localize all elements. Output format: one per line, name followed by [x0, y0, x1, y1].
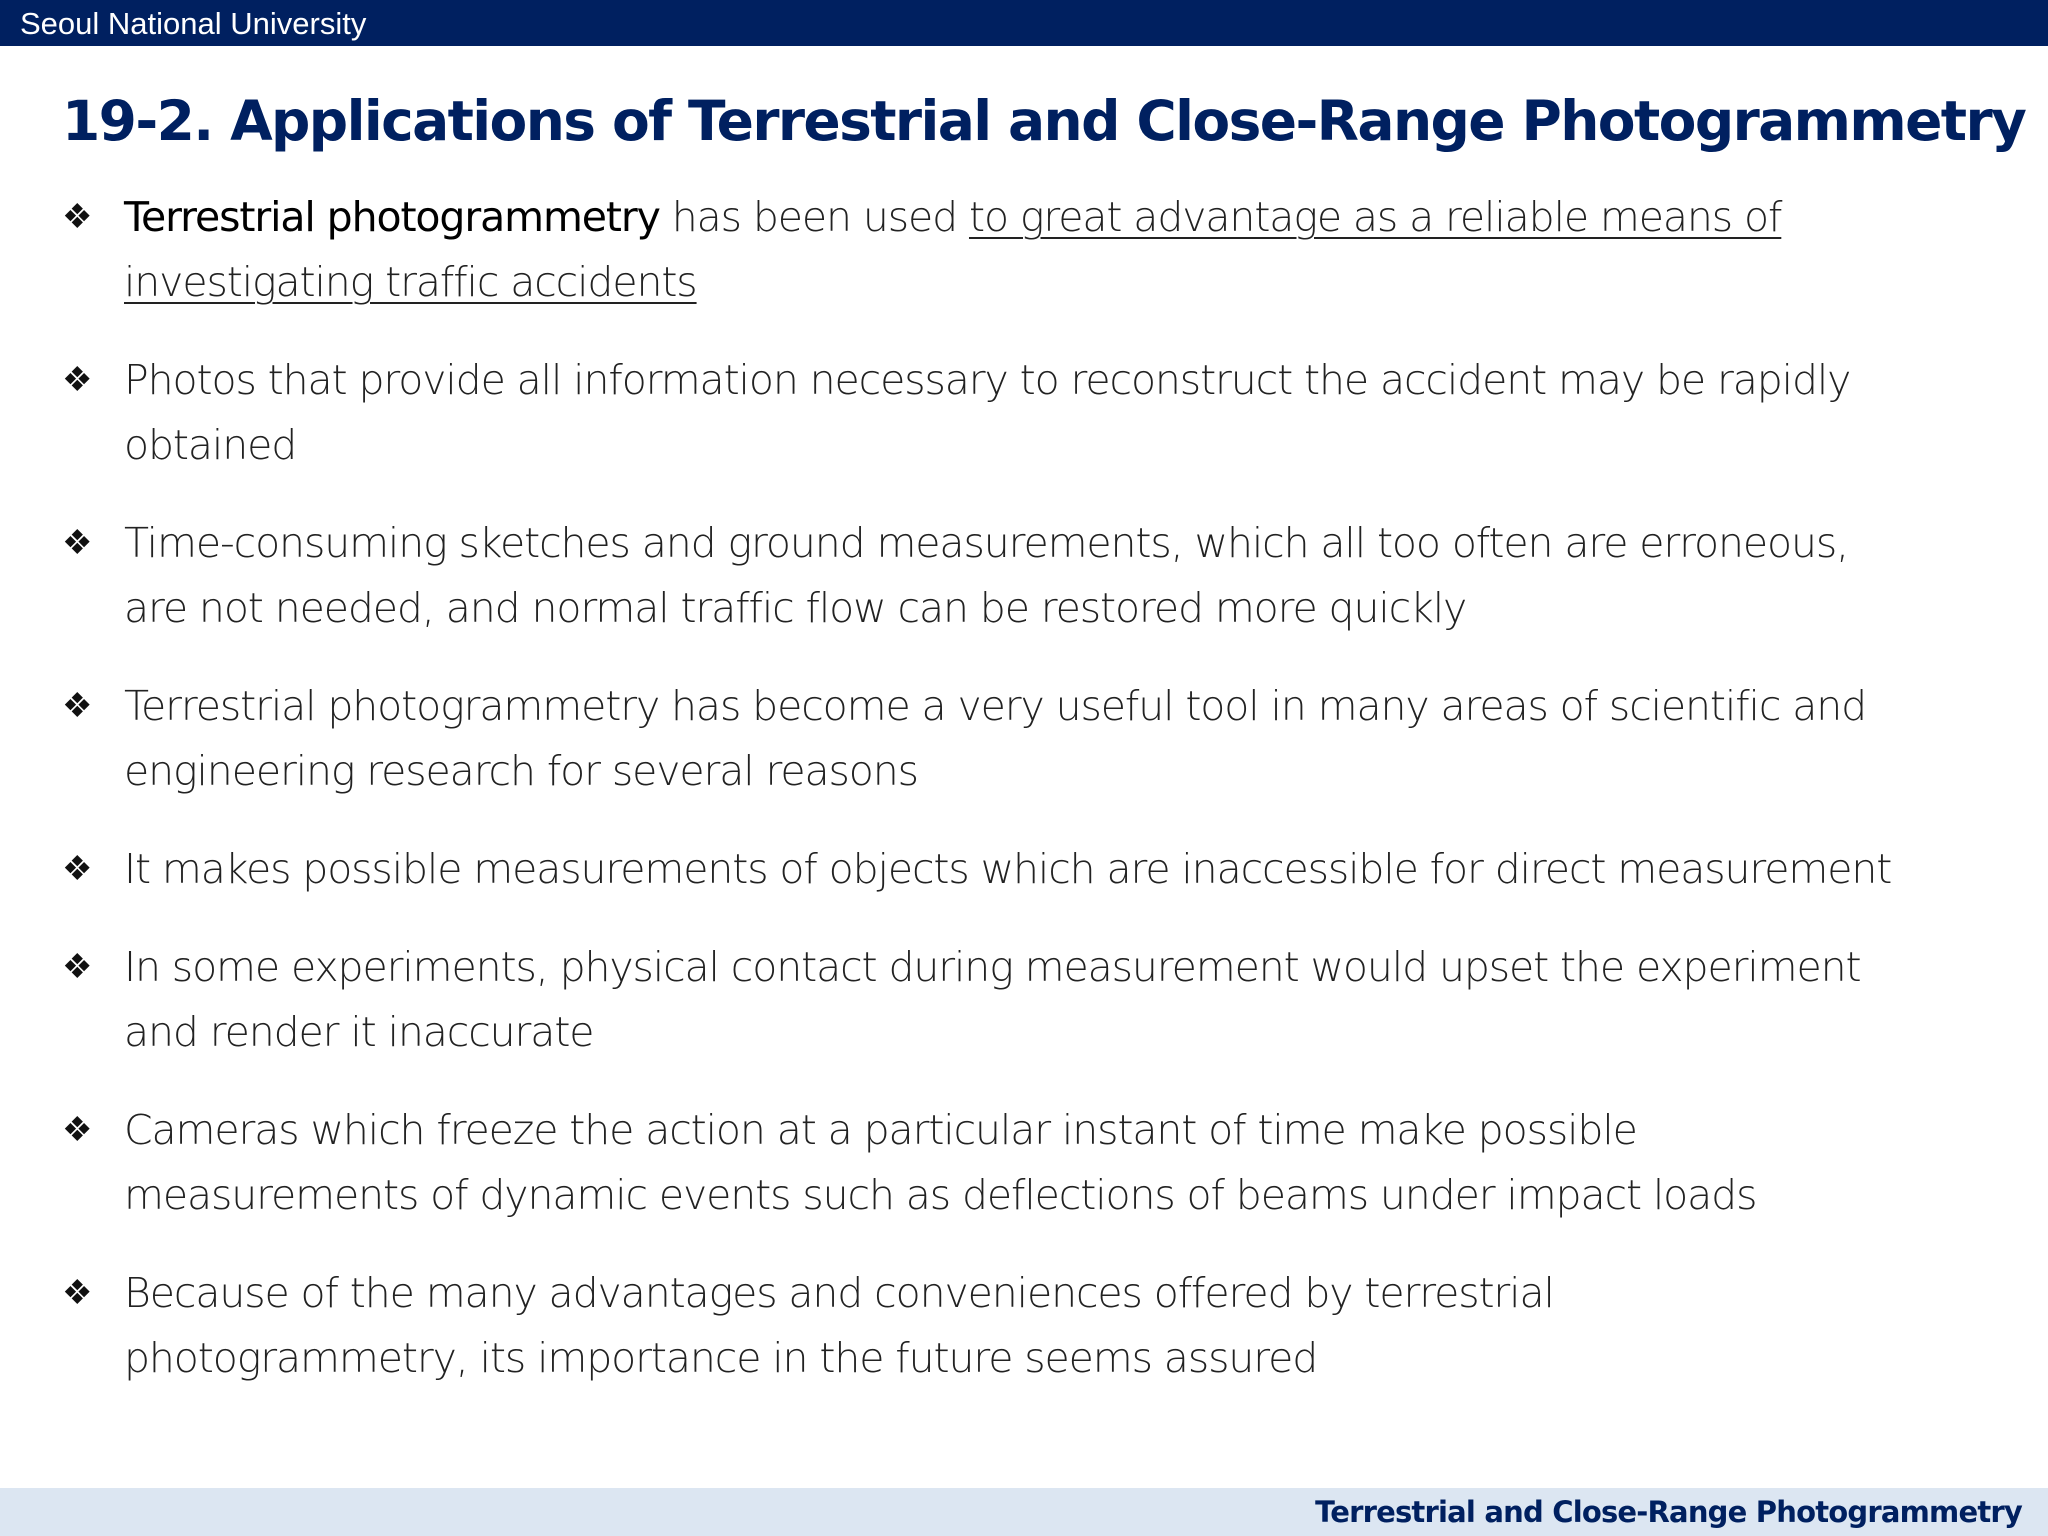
bullet-line: are not needed, and normal traffic flow can be restored more quickly: [124, 584, 1467, 632]
bullet-item-6: [62, 935, 2012, 1065]
four-diamond-bullet-icon: ❖: [62, 1110, 92, 1150]
four-diamond-bullet-icon: ❖: [62, 849, 92, 889]
bullet-line: photogrammetry, its importance in the future seems assured: [124, 1334, 1318, 1382]
bullet-line: Time-consuming sketches and ground measurements, which all too often are erroneous,: [124, 519, 1849, 567]
slide-title: 19-2. Applications of Terrestrial and Close-Range Photogrammetry: [62, 89, 2026, 153]
four-diamond-bullet-icon: ❖: [62, 197, 92, 237]
bullet-line: Because of the many advantages and conveniences offered by terrestrial: [124, 1269, 1554, 1317]
bullet-line: In some experiments, physical contact during measurement would upset the experiment: [124, 943, 1861, 991]
bullet-line: obtained: [124, 421, 297, 469]
four-diamond-bullet-icon: ❖: [62, 360, 92, 400]
bullet-line: engineering research for several reasons: [124, 747, 918, 795]
course-title: Terrestrial and Close-Range Photogrammetry: [1315, 1495, 2022, 1529]
bullet-line: Terrestrial photogrammetry has become a very useful tool in many areas of scientific and: [124, 682, 1867, 730]
emphasized-term: Terrestrial photogrammetry: [124, 193, 660, 241]
header-bar: [0, 0, 2048, 46]
bullet-item-1: [62, 185, 2012, 315]
underlined-text: investigating traffic accidents: [124, 258, 697, 306]
four-diamond-bullet-icon: ❖: [62, 523, 92, 563]
bullet-line: It makes possible measurements of objects which are inaccessible for direct measurement: [124, 845, 1892, 893]
bullet-line: and render it inaccurate: [124, 1008, 594, 1056]
four-diamond-bullet-icon: ❖: [62, 686, 92, 726]
bullet-item-4: [62, 674, 2012, 804]
bullet-line: [124, 185, 2012, 250]
bullet-item-2: [62, 348, 2012, 478]
bullet-text: has been used: [659, 193, 969, 241]
bullet-line: Photos that provide all information necessary to reconstruct the accident may be rapidly: [124, 356, 1851, 404]
bullet-line: measurements of dynamic events such as deflections of beams under impact loads: [124, 1171, 1757, 1219]
institution-name: Seoul National University: [20, 6, 367, 41]
four-diamond-bullet-icon: ❖: [62, 947, 92, 987]
footer-bar: [0, 1488, 2048, 1536]
bullet-line: Cameras which freeze the action at a particular instant of time make possible: [124, 1106, 1637, 1154]
bullet-item-8: [62, 1261, 2012, 1391]
underlined-text: to great advantage as a reliable means of: [968, 193, 1782, 241]
four-diamond-bullet-icon: ❖: [62, 1273, 92, 1313]
bullet-item-3: [62, 511, 2012, 641]
bullet-item-5: [62, 837, 2012, 902]
bullet-item-7: [62, 1098, 2012, 1228]
bullet-list: [62, 185, 2012, 1424]
